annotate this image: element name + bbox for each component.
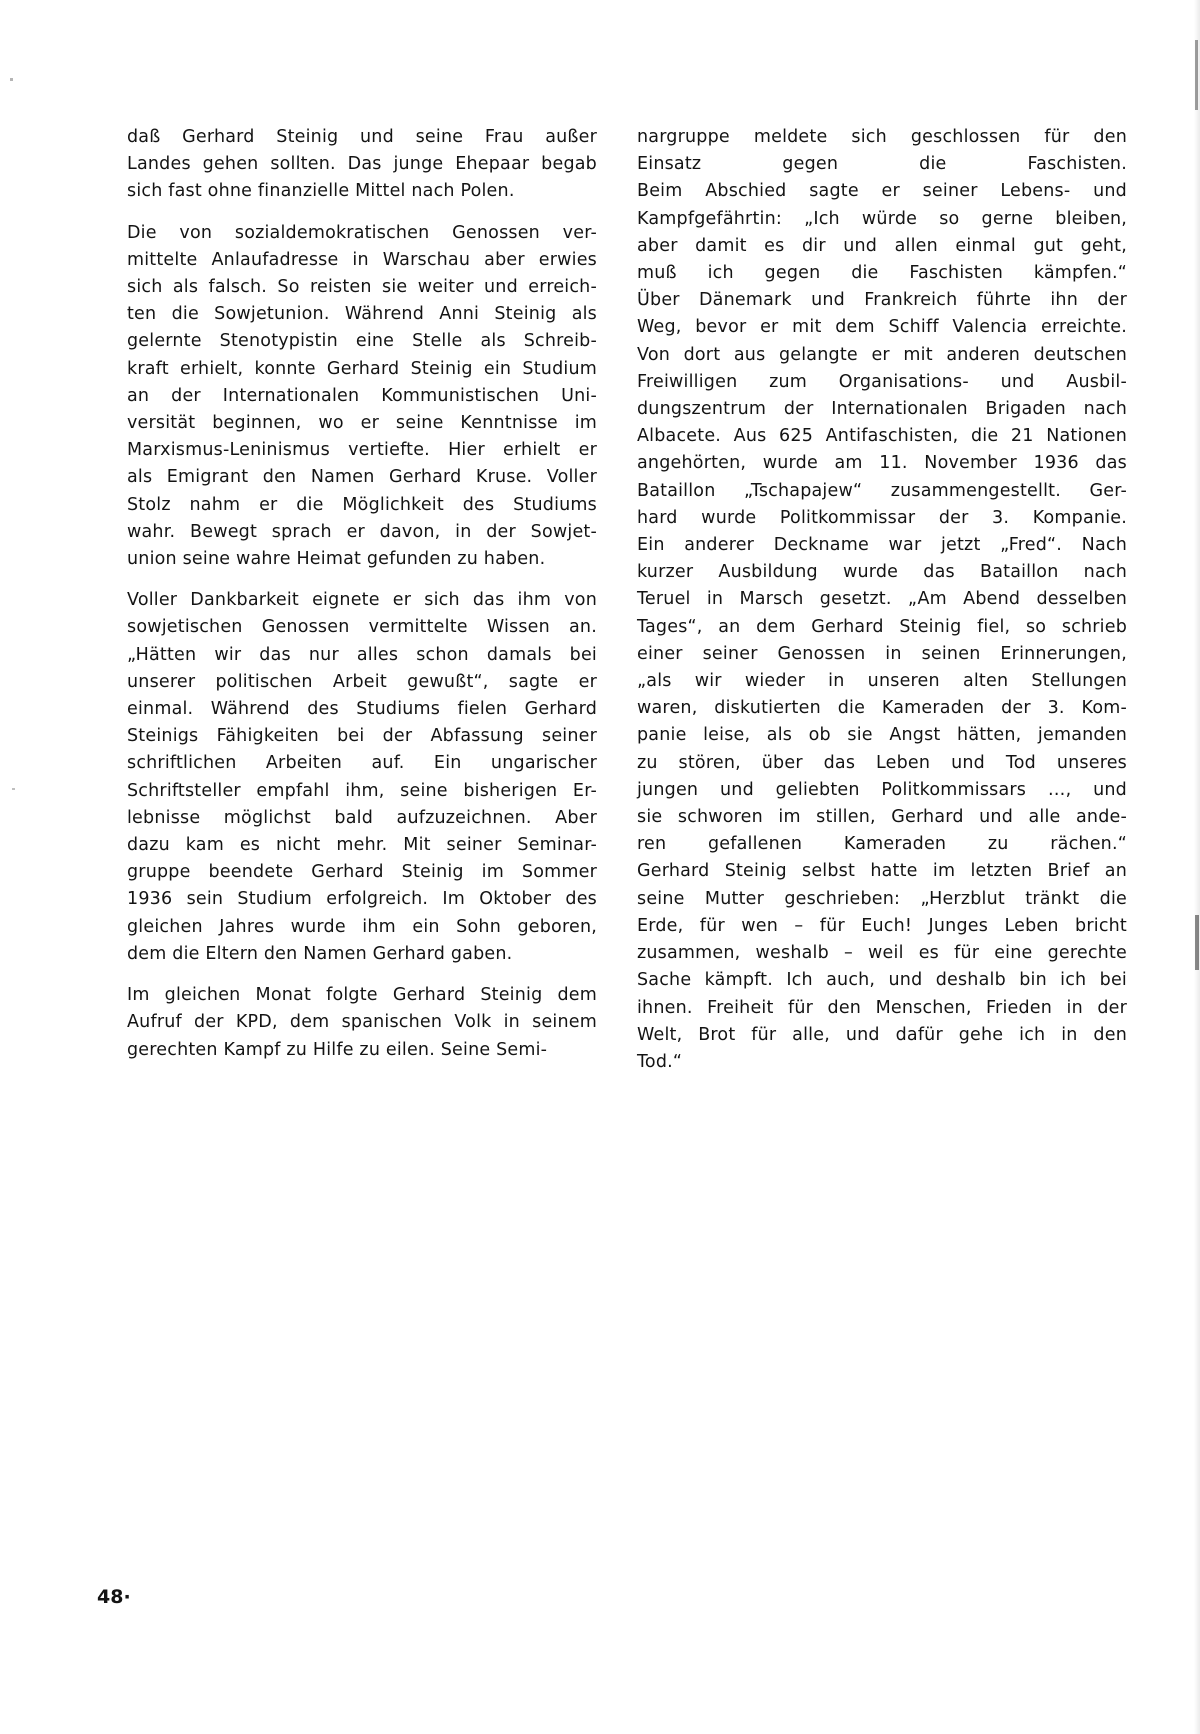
text-line: sowjetischen Genossen vermittelte Wissen an. <box>127 617 597 638</box>
text-line: Teruel in Marsch gesetzt. „Am Abend desselben <box>637 589 1127 610</box>
page-number: 48· <box>97 1586 131 1608</box>
text-line: versität beginnen, wo er seine Kenntnisse im <box>127 413 597 434</box>
text-line: Tages“, an dem Gerhard Steinig fiel, so schrieb <box>637 616 1127 637</box>
text-line: seine Mutter geschrieben: „Herzblut tränkt die <box>637 888 1127 909</box>
text-line: an der Internationalen Kommunistischen Uni- <box>127 385 597 406</box>
text-line: wahr. Bewegt sprach er davon, in der Sowjet- <box>127 521 597 542</box>
text-line: panie leise, als ob sie Angst hätten, jemanden <box>637 725 1127 746</box>
text-line: unserer politischen Arbeit gewußt“, sagte er <box>127 671 597 692</box>
text-line: Bataillon „Tschapajew“ zusammengestellt. Ger- <box>637 480 1127 501</box>
text-line: Sache kämpft. Ich auch, und deshalb bin ich bei <box>637 970 1127 991</box>
text-line: Im gleichen Monat folgte Gerhard Steinig dem <box>127 985 597 1006</box>
text-line: Beim Abschied sagte er seiner Lebens- und <box>637 181 1127 202</box>
text-line: Landes gehen sollten. Das junge Ehepaar begab <box>127 154 597 175</box>
text-line: aber damit es dir und allen einmal gut geht, <box>637 235 1127 256</box>
scan-edge-shadow <box>1194 0 1200 1734</box>
text-line: dazu kam es nicht mehr. Mit seiner Seminar- <box>127 835 597 856</box>
text-line: Weg, bevor er mit dem Schiff Valencia erreichte. <box>637 317 1127 338</box>
text-line: angehörten, wurde am 11. November 1936 das <box>637 453 1127 474</box>
text-line: dem die Eltern den Namen Gerhard gaben. <box>127 943 513 964</box>
right-text-column <box>637 124 1127 1076</box>
left-paragraph <box>127 220 597 574</box>
text-line: schriftlichen Arbeiten auf. Ein ungarischer <box>127 753 597 774</box>
text-line: waren, diskutierten die Kameraden der 3. Kom- <box>637 698 1127 719</box>
text-line: union seine wahre Heimat gefunden zu haben. <box>127 549 546 570</box>
text-line: kurzer Ausbildung wurde das Bataillon nach <box>637 562 1127 583</box>
text-line: zusammen, weshalb – weil es für eine gerechte <box>637 943 1127 964</box>
text-line: jungen und geliebten Politkommissars …, und <box>637 779 1127 800</box>
text-line: sich als falsch. So reisten sie weiter und erreich- <box>127 277 597 298</box>
text-line: ten die Sowjetunion. Während Anni Steinig als <box>127 304 597 325</box>
text-line: muß ich gegen die Faschisten kämpfen.“ <box>637 263 1127 284</box>
text-line: gerechten Kampf zu Hilfe zu eilen. Seine Semi- <box>127 1039 548 1060</box>
text-line: ihnen. Freiheit für den Menschen, Frieden in der <box>637 997 1127 1018</box>
text-line: nargruppe meldete sich geschlossen für den <box>637 127 1127 147</box>
text-line: dungszentrum der Internationalen Brigaden nach <box>637 399 1127 420</box>
text-line: Ein anderer Deckname war jetzt „Fred“. Nach <box>637 535 1127 556</box>
text-line: Stolz nahm er die Möglichkeit des Studiums <box>127 494 597 515</box>
text-line: Die von sozialdemokratischen Genossen ver- <box>127 222 597 243</box>
text-line: einer seiner Genossen in seinen Erinnerungen, <box>637 643 1127 664</box>
text-line: Marxismus-Leninismus vertiefte. Hier erhielt er <box>127 440 597 461</box>
paragraph-gap <box>127 968 597 982</box>
text-line: „Hätten wir das nur alles schon damals bei <box>127 644 597 665</box>
text-line: Tod.“ <box>637 1051 683 1072</box>
text-line: Welt, Brot für alle, und dafür gehe ich in den <box>637 1024 1127 1045</box>
text-line: sie schworen im stillen, Gerhard und alle ande- <box>637 807 1127 828</box>
text-line: 1936 sein Studium erfolgreich. Im Oktober des <box>127 889 597 910</box>
text-line: Steinigs Fähigkeiten bei der Abfassung seiner <box>127 726 597 747</box>
left-paragraph <box>127 587 597 968</box>
text-line: Über Dänemark und Frankreich führte ihn der <box>637 290 1127 311</box>
text-line: „als wir wieder in unseren alten Stellungen <box>637 671 1127 692</box>
left-paragraph <box>127 124 597 206</box>
text-line: Erde, für wen – für Euch! Junges Leben bricht <box>637 915 1127 936</box>
paragraph-gap <box>127 573 597 587</box>
text-line: Albacete. Aus 625 Antifaschisten, die 21 Nationen <box>637 426 1127 447</box>
text-line: Kampfgefährtin: „Ich würde so gerne bleiben, <box>637 208 1127 229</box>
scan-speck <box>10 78 13 81</box>
left-text-column <box>127 124 597 1064</box>
text-line: hard wurde Politkommissar der 3. Kompanie. <box>637 507 1127 528</box>
text-line: Gerhard Steinig selbst hatte im letzten Brief an <box>637 861 1127 882</box>
text-line: als Emigrant den Namen Gerhard Kruse. Voller <box>127 467 597 488</box>
text-line: Schriftsteller empfahl ihm, seine bisherigen Er- <box>127 780 597 801</box>
right-paragraph <box>637 124 1127 1076</box>
text-line: gleichen Jahres wurde ihm ein Sohn geboren, <box>127 916 597 937</box>
text-line: Voller Dankbarkeit eignete er sich das ihm von <box>127 590 597 611</box>
text-line: lebnisse möglichst bald aufzuzeichnen. Aber <box>127 807 597 828</box>
text-line: einmal. Während des Studiums fielen Gerhard <box>127 699 597 720</box>
text-line: Freiwilligen zum Organisations- und Ausbil- <box>637 371 1127 392</box>
text-line: kraft erhielt, konnte Gerhard Steinig ein Studium <box>127 358 597 379</box>
text-line: gelernte Stenotypistin eine Stelle als Schreib- <box>127 331 597 352</box>
text-line: sich fast ohne finanzielle Mittel nach Polen. <box>127 181 515 202</box>
text-line: Aufruf der KPD, dem spanischen Volk in seinem <box>127 1012 597 1033</box>
text-line: zu stören, über das Leben und Tod unseres <box>637 752 1127 773</box>
left-paragraph <box>127 982 597 1064</box>
text-line: gruppe beendete Gerhard Steinig im Sommer <box>127 862 597 883</box>
text-line: ren gefallenen Kameraden zu rächen.“ <box>637 834 1127 855</box>
paragraph-gap <box>127 206 597 220</box>
text-line: daß Gerhard Steinig und seine Frau außer <box>127 127 597 147</box>
text-line: mittelte Anlaufadresse in Warschau aber erwies <box>127 249 597 270</box>
text-line: Einsatz gegen die Faschisten. <box>637 154 1127 175</box>
scan-speck <box>12 788 15 790</box>
text-line: Von dort aus gelangte er mit anderen deutschen <box>637 344 1127 365</box>
